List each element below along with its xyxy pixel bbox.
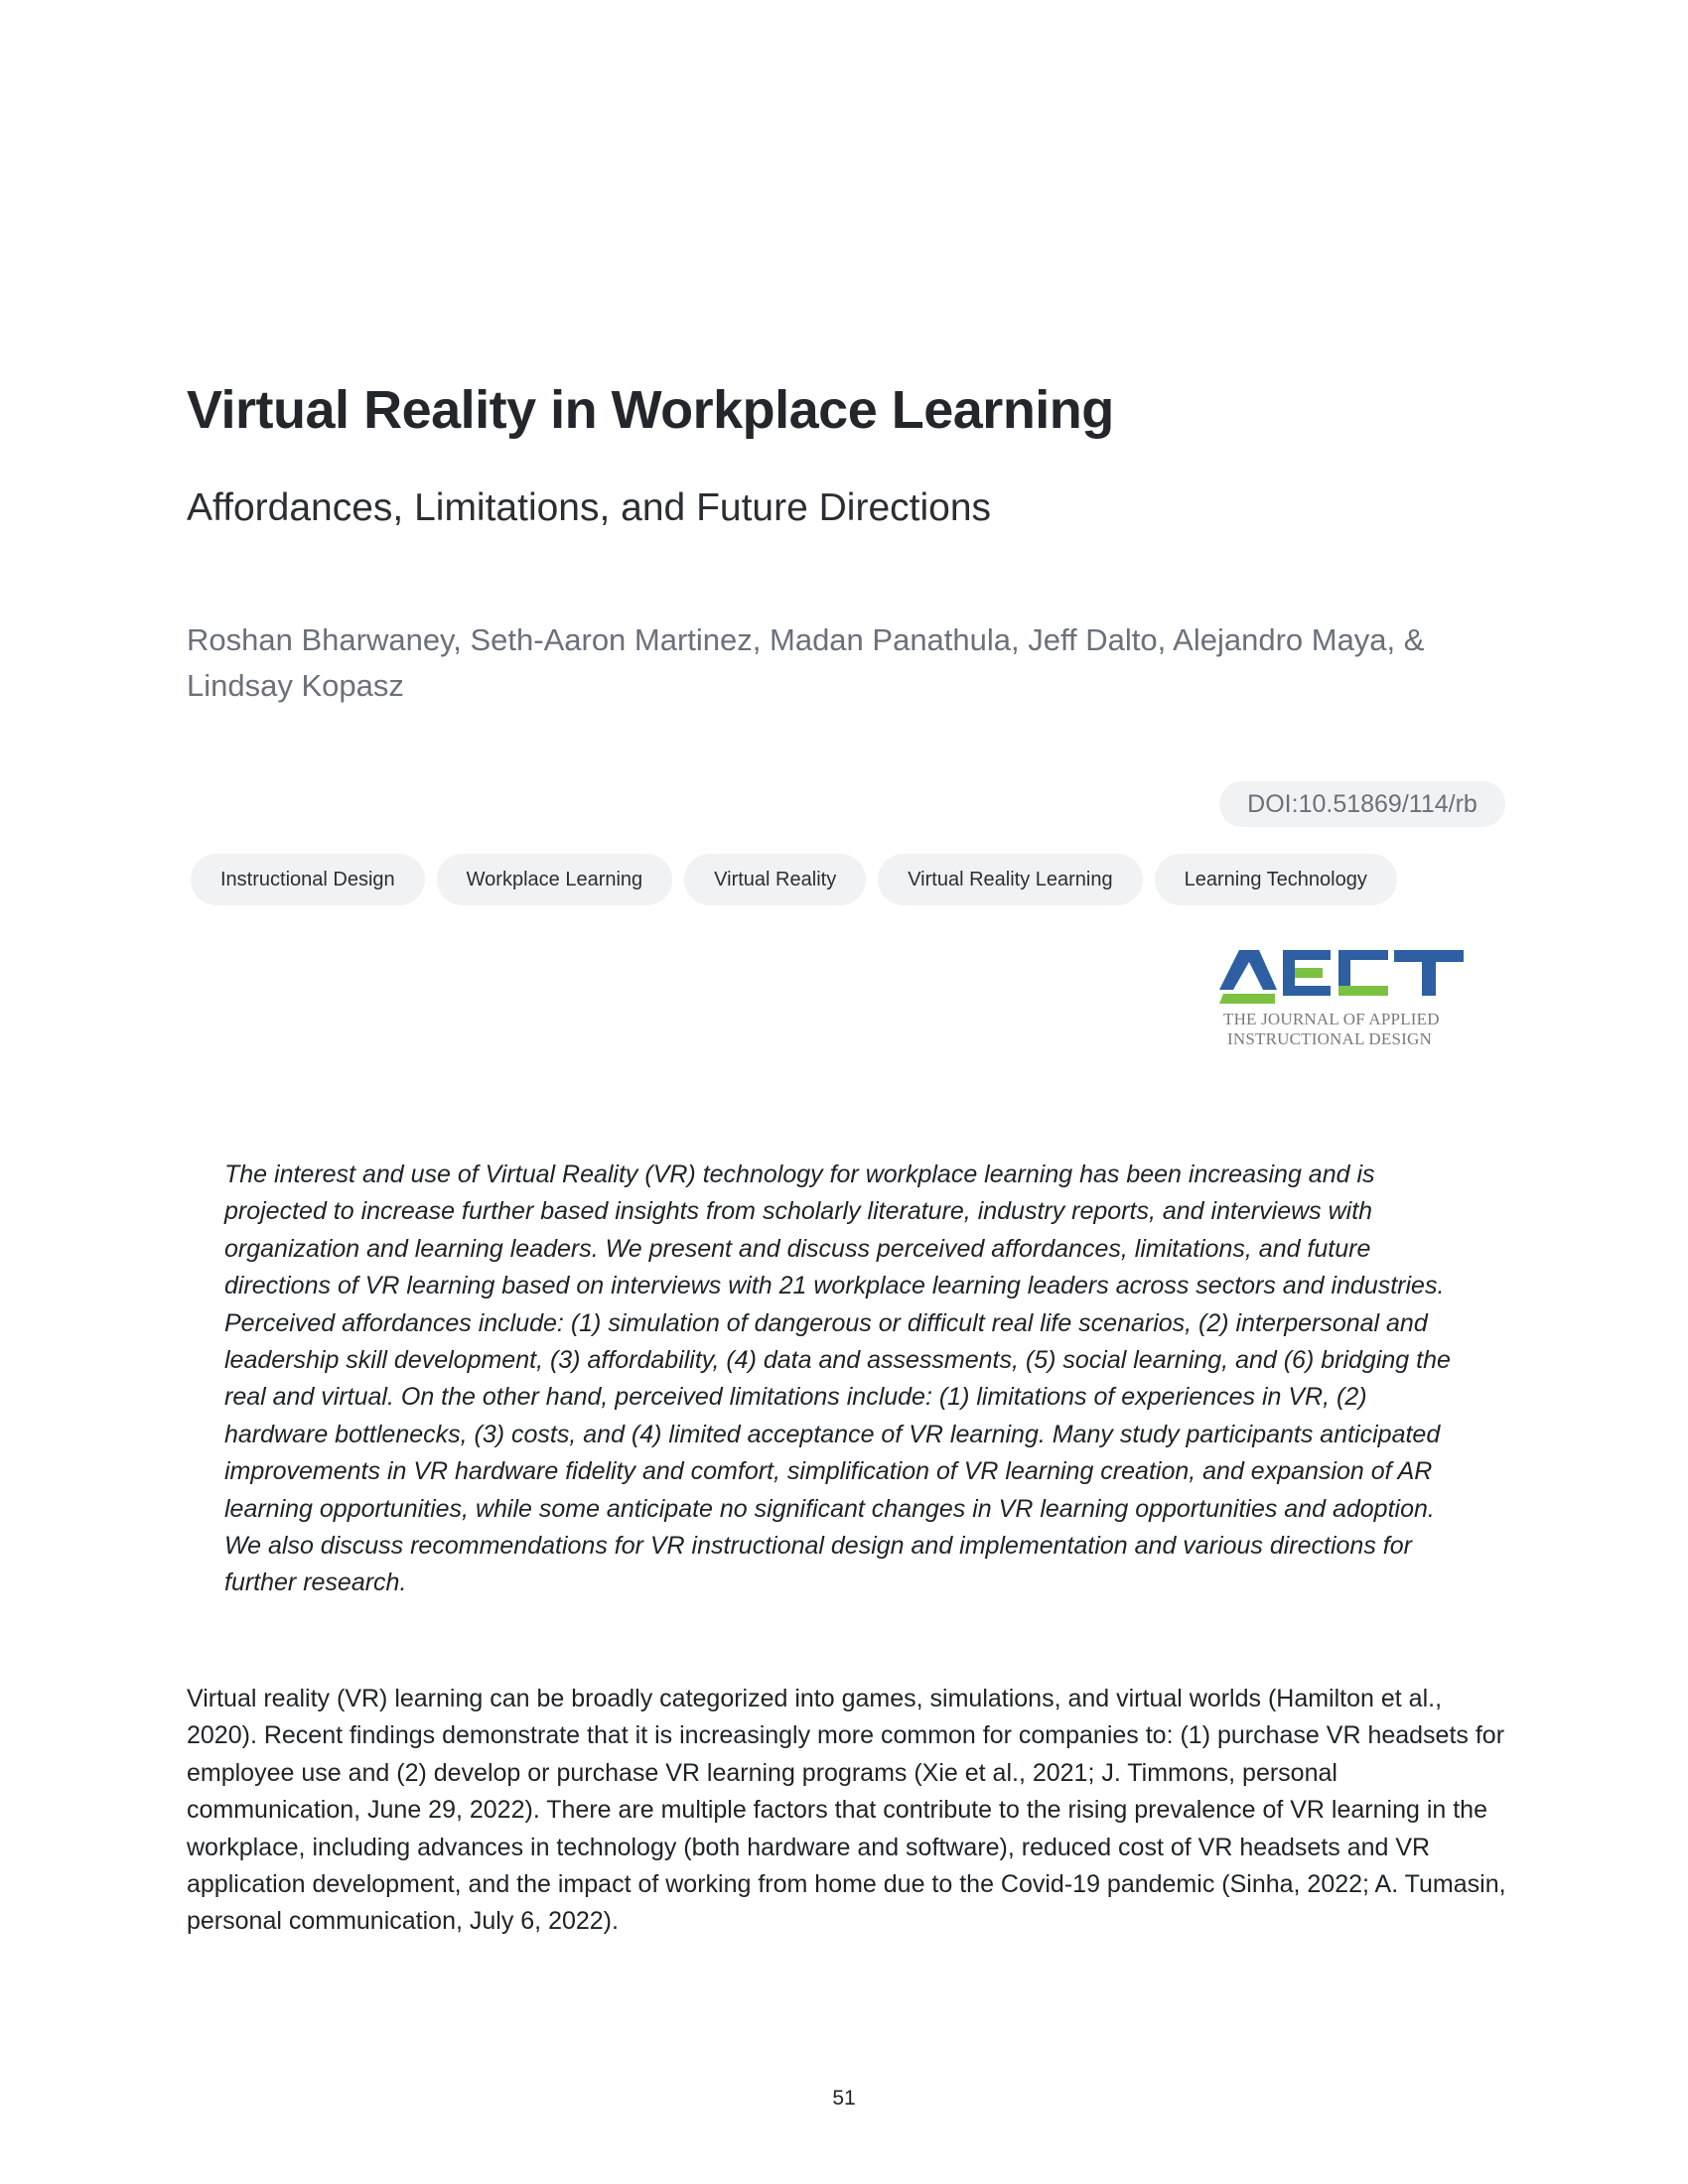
body-paragraph: Virtual reality (VR) learning can be broadly categorized into games, simulations, and virtual worlds (Hamilton et al., 2020). Recent findings demonstrate that it is increasingly more common for companies to: (1) purchase VR headsets for employee use and (2) develop or purchase VR learning programs (Xie et al., 2021; J. Timmons, personal communication, June 29, 2022). There are multiple factors that contribute to the rising prevalence of VR learning in the workplace, including advances in technology (both hardware and software), reduced cost of VR headsets and VR application development, and the impact of working from home due to the Covid-19 pandemic (Sinha, 2022; A. Tumasin, personal communication, July 6, 2022).	[187, 1685, 1506, 1936]
logo-journal-line2: INSTRUCTIONAL DESIGN	[1227, 1029, 1432, 1048]
tag-workplace-learning[interactable]: Workplace Learning	[437, 854, 673, 905]
tag-instructional-design[interactable]: Instructional Design	[191, 854, 425, 905]
keyword-tags	[191, 854, 1397, 905]
article-subtitle: Affordances, Limitations, and Future Directions	[187, 486, 992, 529]
author-list: Roshan Bharwaney, Seth-Aaron Martinez, Madan Panathula, Jeff Dalto, Alejandro Maya, & Lindsay Kopasz	[187, 622, 1425, 703]
aect-journal-logo	[1219, 948, 1468, 1057]
tag-learning-technology[interactable]: Learning Technology	[1155, 854, 1397, 905]
doi-badge[interactable]: DOI:10.51869/114/rb	[1219, 781, 1505, 827]
article-title: Virtual Reality in Workplace Learning	[187, 380, 1114, 440]
logo-journal-line1: THE JOURNAL OF APPLIED	[1223, 1010, 1440, 1028]
aect-wordmark-icon	[1219, 948, 1468, 1008]
tag-virtual-reality-learning[interactable]: Virtual Reality Learning	[878, 854, 1142, 905]
page-number: 51	[832, 2087, 856, 2110]
tag-virtual-reality[interactable]: Virtual Reality	[684, 854, 866, 905]
abstract-paragraph: The interest and use of Virtual Reality (VR) technology for workplace learning has been increasing and is projected to increase further based insights from scholarly literature, industry reports, and interviews with organization and learning leaders. We present and discuss perceived affordances, limitations, and future directions of VR learning based on interviews with 21 workplace learning leaders across sectors and industries. Perceived affordances include: (1) simulation of dangerous or difficult real life scenarios, (2) interpersonal and leadership skill development, (3) affordability, (4) data and assessments, (5) social learning, and (6) bridging the real and virtual. On the other hand, perceived limitations include: (1) limitations of experiences in VR, (2) hardware bottlenecks, (3) costs, and (4) limited acceptance of VR learning. Many study participants anticipated improvements in VR hardware fidelity and comfort, simplification of VR learning creation, and expansion of AR learning opportunities, while some anticipate no significant changes in VR learning opportunities and adoption. We also discuss recommendations for VR instructional design and implementation and various directions for further research.	[224, 1160, 1451, 1597]
